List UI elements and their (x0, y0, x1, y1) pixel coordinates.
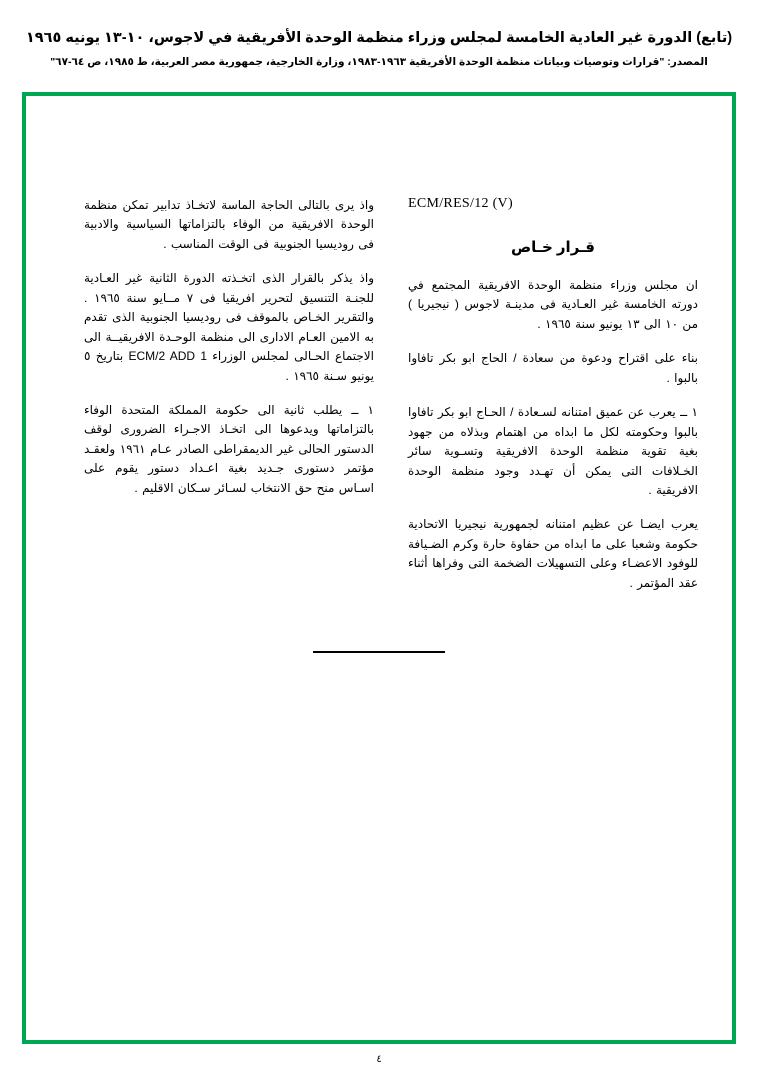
paragraph: واذ يرى بالتالى الحاجة الماسة لاتخـاذ تدابير تمكن منظمة الوحدة الافريقية من الوفاء بالتزاماتها السياسية والادبية فى روديسيا الجنوبية فى الوقت المناسب . (84, 198, 374, 251)
rule-line (313, 651, 445, 653)
paragraph: واذ يذكر بالقرار الذى اتخـذته الدورة الثانية غير العـادية للجنـة التنسيق لتحرير افريقيا فى ٧ مــايو سنة ١٩٦٥ . والتقرير الخـاص بالموقف فى روديسيا الجنوبية الذى تقدم به الامين العـام الادارى الى منظمة الوحـدة الافريقيــة الى الاجتماع الحـالى لمجلس الوزراء ECM/2 ADD 1 بتاريخ ٥ يونيو سـنة ١٩٦٥ . (84, 271, 375, 383)
horizontal-rule (26, 651, 732, 653)
column-right (408, 196, 698, 608)
header-title: (تابع) الدورة غير العادية الخامسة لمجلس وزراء منظمة الوحدة الأفريقية في لاجوس، ١٠-١٣ يونيه ١٩٦٥ (25, 30, 733, 46)
page-number: ٤ (376, 1054, 382, 1065)
page-header (0, 28, 758, 70)
paragraph: ١ ــ يعرب عن عميق امتنانه لسـعادة / الحـاج ابو بكر تافاوا بالبوا وحكومته لكل ما ابداه من اهتمام وبذلاه من جهود بغية تقوية منظمة الوحدة الافريقية وتسـوية سائر الخـلافات التى يمكن أن تهـدد وجود منظمة الوحدة الافريقية . (408, 405, 698, 497)
header-source: المصدر: "قرارات وتوصيات وبيانات منظمة الوحدة الأفريقية ١٩٦٣-١٩٨٣، وزارة الخارجية، جمهورية مصر العربية، ط ١٩٨٥، ص ٦٤-٦٧" (50, 56, 708, 69)
document-code: ECM/RES/12 (V) (408, 196, 513, 211)
green-border-frame (22, 92, 736, 1044)
paragraph: ١ ــ يطلب ثانية الى حكومة المملكة المتحدة الوفاء بالتزاماتها ويدعوها الى اتخـاذ الاجـراء الضرورى لوقف الدستور الحالى غير الديمقراطى الصادر عـام ١٩٦١ ولعقـد مؤتمر دستورى جـديد بغية اعـداد دستور يقوم على اسـاس منح حق الانتخاب لسـائر سـكان الاقليم . (84, 402, 374, 495)
resolution-title: قـرار خـاص (511, 239, 595, 256)
paragraph: بناء على اقتراح ودعوة من سعادة / الحاج ابو بكر تافاوا بالبوا . (408, 351, 698, 385)
paragraph: يعرب ايضـا عن عظيم امتنانه لجمهورية نيجيريا الاتحادية حكومة وشعبا على ما ابداه من حفاوة حارة وكرم الضـيافة للوفود الاعضـاء وعلى التسهيلات الضخمة التى وفراها أثناء عقد المؤتمر . (408, 517, 698, 590)
paragraph: ان مجلس وزراء منظمة الوحدة الافريقية المجتمع في دورته الخامسة غير العـادية فى مدينـة لاجوس ( نيجيريا ) من ١٠ الى ١٣ يونيو سنة ١٩٦٥ . (408, 278, 698, 331)
column-left (84, 196, 374, 608)
frame-inner (26, 96, 732, 1040)
two-column-body (60, 196, 698, 608)
